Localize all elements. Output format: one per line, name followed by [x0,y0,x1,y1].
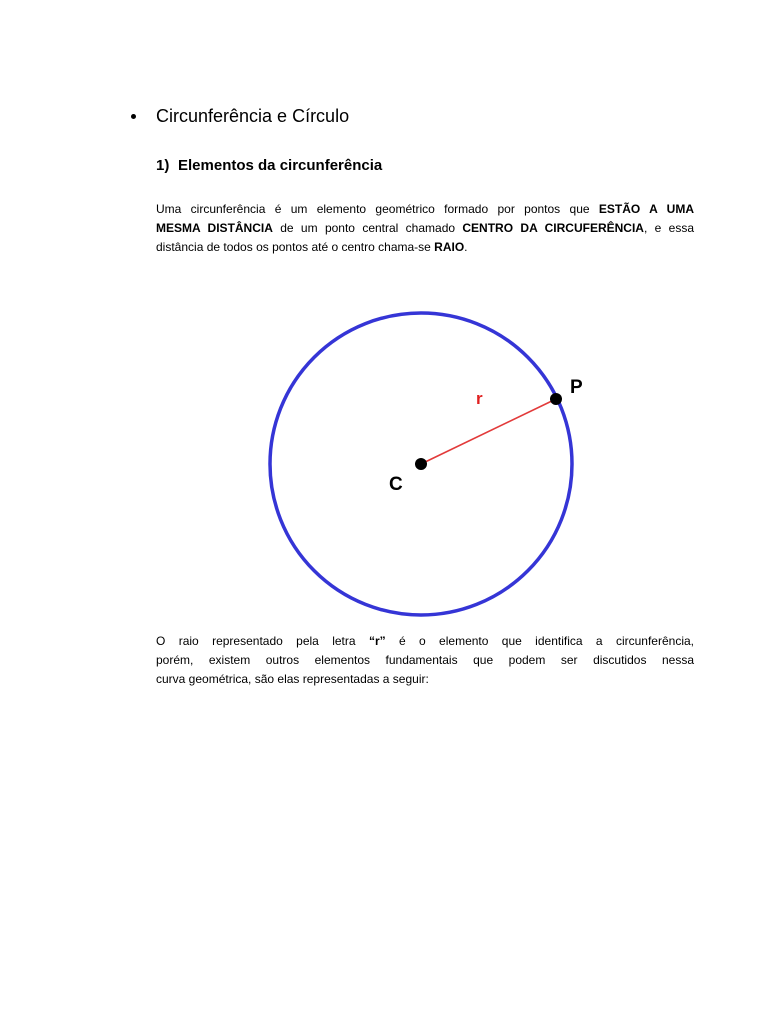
text-run: O raio representado pela letra [156,634,369,648]
text-run: , e essa [643,221,695,235]
point-label: P [570,377,583,398]
text-run: distância de todos os pontos até o centro chama-se [156,240,435,254]
text-run: de um ponto central chamado [272,221,463,235]
paragraph-line [156,219,694,238]
radius-line [421,399,556,464]
page-title: Circunferência e Círculo [156,106,350,126]
circle-diagram-svg [250,300,610,620]
radius-label: r [476,389,483,408]
circle-diagram [250,300,610,620]
bold-text-run: “r” [368,634,386,648]
section-title: Elementos da circunferência [178,157,383,174]
text-run: Uma circunferência é um elemento geométrico formado por pontos que [156,202,599,216]
text-run: é o elemento que identifica a circunferência, [385,634,694,648]
text-run: . [464,240,468,254]
radius-paragraph [156,632,694,689]
paragraph-line [156,200,694,219]
paragraph-line: curva geométrica, são elas representadas a seguir: [156,672,429,686]
bold-text-run: CENTRO DA CIRCUFERÊNCIA [462,221,644,235]
bold-text-run: RAIO [434,240,465,254]
bold-text-run: MESMA DISTÂNCIA [156,221,273,235]
section-number: 1) [156,157,170,174]
paragraph-line [156,238,694,257]
point-p [550,393,562,405]
center-point [415,458,427,470]
center-label: C [389,474,403,495]
definition-paragraph [156,200,694,257]
paragraph-line [156,632,694,651]
bullet-heading [128,104,349,128]
bullet-icon [131,114,136,119]
bold-text-run: ESTÃO A UMA [598,202,695,216]
paragraph-line: porém, existem outros elementos fundamentais que podem ser discutidos nessa [156,653,694,667]
section-heading [156,156,382,176]
